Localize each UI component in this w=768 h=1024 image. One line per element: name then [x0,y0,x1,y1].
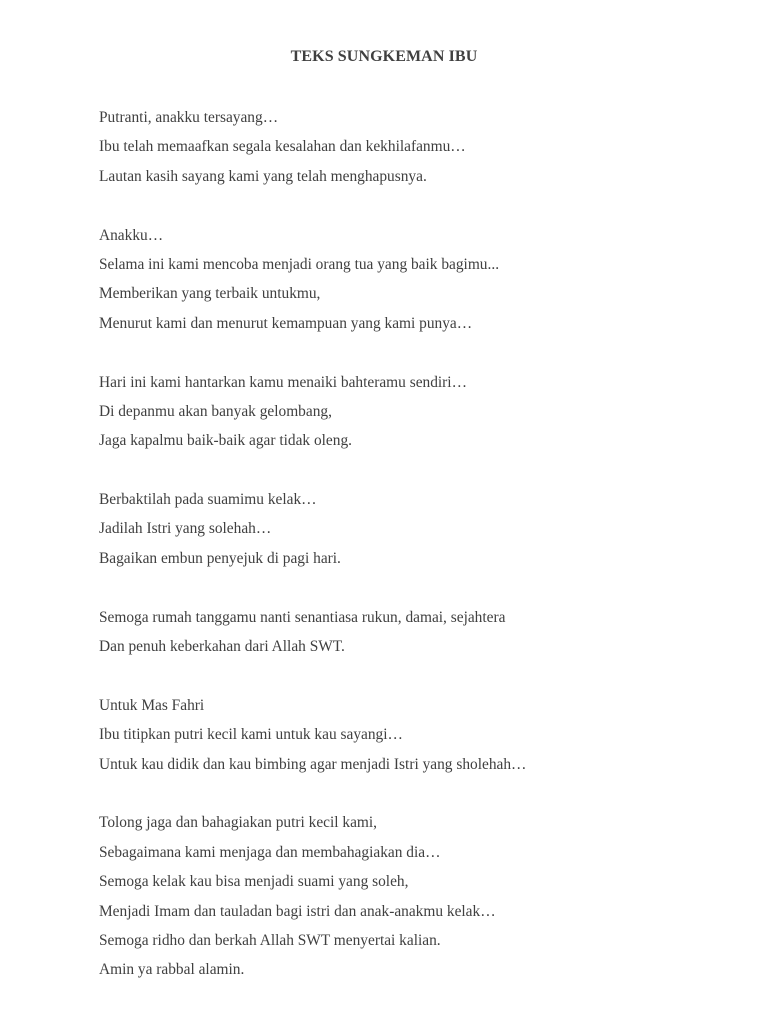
stanza [99,808,739,984]
text-line: Dan penuh keberkahan dari Allah SWT. [99,638,345,656]
text-line: Untuk Mas Fahri [99,696,205,714]
stanza [99,485,739,573]
text-line: Putranti, anakku tersayang… [99,109,279,126]
stanza [99,103,739,191]
stanza [99,368,739,456]
stanza [99,691,739,779]
text-line: Tolong jaga dan bahagiakan putri kecil kami, [99,814,378,832]
text-line: Anakku… [99,226,164,244]
text-line: Semoga ridho dan berkah Allah SWT menyertai kalian. [99,931,441,949]
text-line: Memberikan yang terbaik untukmu, [99,285,321,303]
text-line: Selama ini kami mencoba menjadi orang tua yang baik bagimu... [99,255,500,273]
text-line: Semoga rumah tanggamu nanti senantiasa rukun, damai, sejahtera [99,608,506,626]
stanza [99,221,739,339]
document-body [99,103,739,1014]
document-title: TEKS SUNGKEMAN IBU [290,48,478,65]
text-line: Amin ya rabbal alamin. [99,961,245,979]
text-line: Menjadi Imam dan tauladan bagi istri dan anak-anakmu kelak… [99,902,496,920]
text-line: Hari ini kami hantarkan kamu menaiki bahteramu sendiri… [99,373,467,391]
text-line: Berbaktilah pada suamimu kelak… [99,491,317,509]
text-line: Ibu telah memaafkan segala kesalahan dan kekhilafanmu… [99,138,466,156]
text-line: Bagaikan embun penyejuk di pagi hari. [99,549,341,567]
text-line: Untuk kau didik dan kau bimbing agar menjadi Istri yang sholehah… [99,755,527,773]
text-line: Sebagaimana kami menjaga dan membahagiakan dia… [99,843,441,861]
text-line: Di depanmu akan banyak gelombang, [99,402,332,420]
text-line: Lautan kasih sayang kami yang telah menghapusnya. [99,167,427,185]
text-line: Jaga kapalmu baik-baik agar tidak oleng. [99,432,352,450]
text-line: Semoga kelak kau bisa menjadi suami yang soleh, [99,873,409,891]
stanza [99,603,739,662]
text-line: Ibu titipkan putri kecil kami untuk kau sayangi… [99,726,403,744]
text-line: Menurut kami dan menurut kemampuan yang kami punya… [99,314,473,332]
text-line: Jadilah Istri yang solehah… [99,520,272,538]
